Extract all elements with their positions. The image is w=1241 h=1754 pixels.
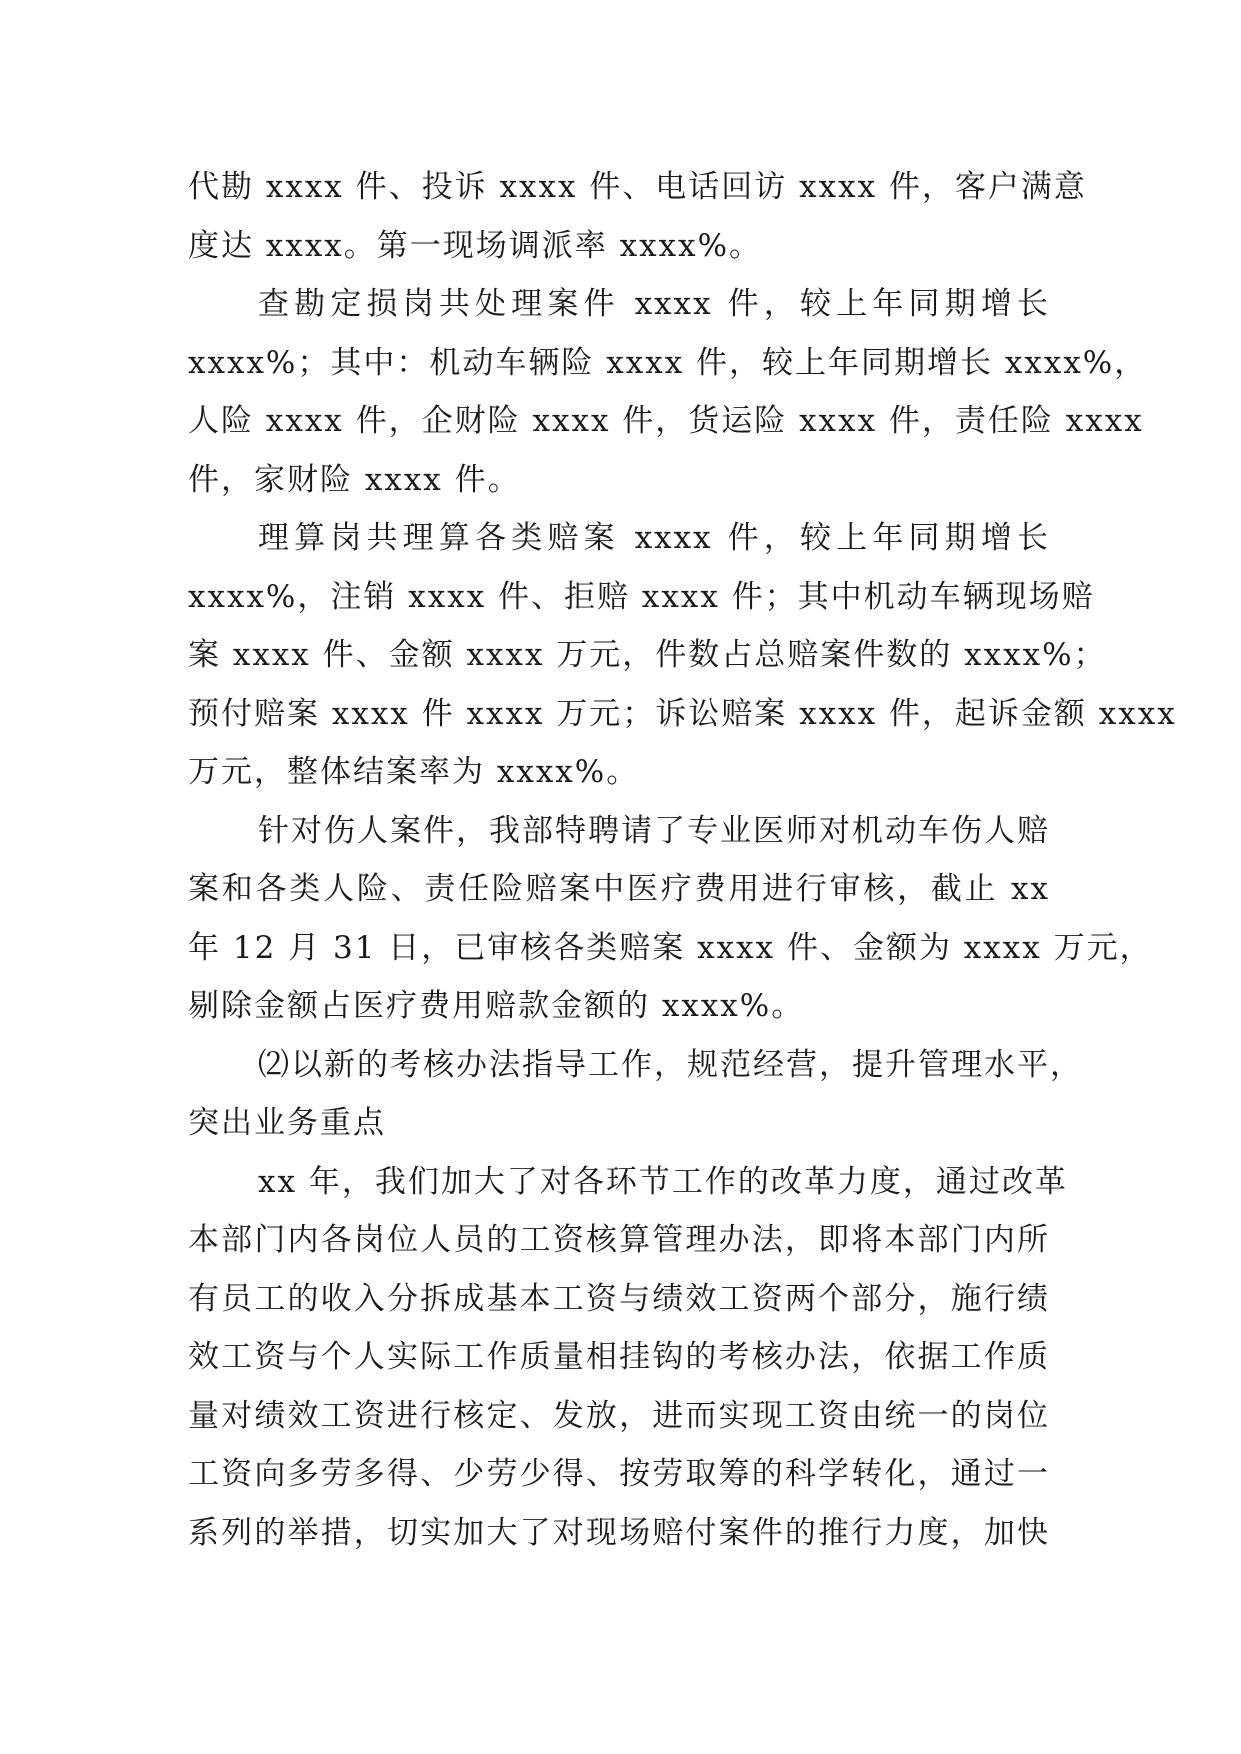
- text-line: 查勘定损岗共处理案件 xxxx 件，较上年同期增长: [258, 286, 1050, 322]
- section-heading-2: [188, 1036, 1083, 1153]
- text-line: 代勘 xxxx 件、投诉 xxxx 件、电话回访 xxxx 件，客户满意: [188, 169, 1087, 205]
- text-line: 剔除金额占医疗费用赔款金额的 xxxx%。: [188, 988, 805, 1024]
- document-body: [188, 158, 1177, 1562]
- text-line: xxxx%，注销 xxxx 件、拒赔 xxxx 件；其中机动车辆现场赔: [188, 578, 1095, 615]
- text-line: 年 12 月 31 日，已审核各类赔案 xxxx 件、金额为 xxxx 万元，: [188, 929, 1153, 966]
- text-line: 人险 xxxx 件，企财险 xxxx 件，货运险 xxxx 件，责任险 xxxx: [188, 403, 1144, 439]
- text-line: 件，家财险 xxxx 件。: [188, 461, 521, 498]
- paragraph-loss-assessment: [188, 275, 1148, 509]
- text-line: 案 xxxx 件、金额 xxxx 万元，件数占总赔案件数的 xxxx%；: [188, 637, 1107, 673]
- text-line: 量对绩效工资进行核定、发放，进而实现工资由统一的岗位: [188, 1397, 1050, 1434]
- text-line: 本部门内各岗位人员的工资核算管理办法，即将本部门内所: [188, 1222, 1050, 1258]
- text-line: 理算岗共理算各类赔案 xxxx 件，较上年同期增长: [258, 520, 1050, 556]
- text-line: 案和各类人险、责任险赔案中医疗费用进行审核，截止 xx: [188, 871, 1050, 907]
- text-line: 度达 xxxx。第一现场调派率 xxxx%。: [188, 227, 763, 264]
- text-line: 有员工的收入分拆成基本工资与绩效工资两个部分，施行绩: [188, 1280, 1050, 1317]
- paragraph-medical-review: [188, 802, 1153, 1036]
- text-line: 万元，整体结案率为 xxxx%。: [188, 754, 640, 790]
- text-line: 工资向多劳多得、少劳少得、按劳取筹的科学转化，通过一: [188, 1456, 1050, 1492]
- paragraph-survey-stats: [188, 158, 1087, 275]
- text-line: xxxx%；其中：机动车辆险 xxxx 件，较上年同期增长 xxxx%，: [188, 344, 1148, 381]
- text-line: xx 年，我们加大了对各环节工作的改革力度，通过改革: [258, 1163, 1068, 1200]
- text-line: 针对伤人案件，我部特聘请了专业医师对机动车伤人赔: [258, 812, 1050, 849]
- text-line: 突出业务重点: [188, 1105, 386, 1141]
- paragraph-claims-adjustment: [188, 509, 1177, 802]
- text-line: 预付赔案 xxxx 件 xxxx 万元；诉讼赔案 xxxx 件，起诉金额 xxxx: [188, 695, 1177, 732]
- text-line: ⑵以新的考核办法指导工作，规范经营，提升管理水平，: [258, 1046, 1083, 1083]
- text-line: 效工资与个人实际工作质量相挂钩的考核办法，依据工作质: [188, 1339, 1050, 1375]
- paragraph-reform: [188, 1153, 1068, 1563]
- text-line: 系列的举措，切实加大了对现场赔付案件的推行力度，加快: [188, 1514, 1050, 1551]
